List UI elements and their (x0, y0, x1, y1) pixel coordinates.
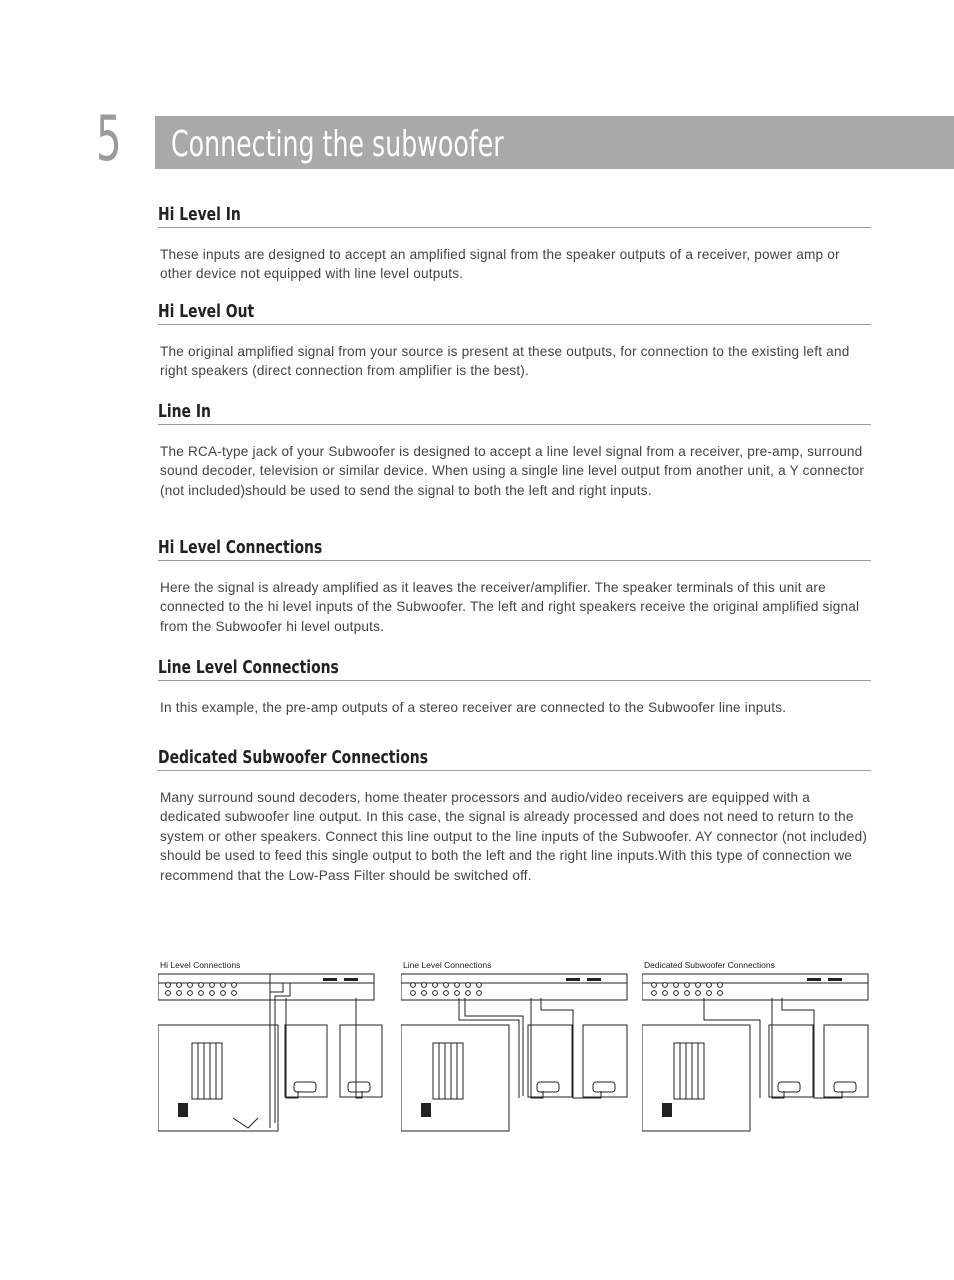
section-heading: Dedicated Subwoofer Connections (158, 747, 871, 771)
section-hi-level-out (158, 301, 871, 381)
section-body: Many surround sound decoders, home theater processors and audio/video receivers are equipped with a dedicated subwoofer line output. In this case, the signal is already processed and does not need to return to the system or other speakers. Connect this line output to the line inputs of the Subwoofer. AY connector (not included) should be used to feed this single output to both the left and the right line inputs.With this type of connection we recommend that the Low-Pass Filter should be switched off. (160, 790, 868, 883)
line-level-wiring-diagram (401, 958, 631, 1138)
section-body: The RCA-type jack of your Subwoofer is designed to accept a line level signal from a receiver, pre-amp, surround sound decoder, television or similar device. When using a single line level output from another unit, a Y connector (not included)should be used to send the signal to both the left and right inputs. (160, 444, 865, 498)
chapter-number: 5 (96, 102, 122, 175)
section-hi-level-connections (158, 537, 871, 636)
section-heading: Hi Level In (158, 204, 871, 228)
diagram-label: Hi Level Connections (160, 960, 241, 970)
diagram-line-level (401, 958, 631, 1138)
chapter-title-bar (155, 116, 954, 169)
section-body: The original amplified signal from your source is present at these outputs, for connection to the existing left and right speakers (direct connection from amplifier is the best). (160, 344, 850, 379)
section-body: Here the signal is already amplified as it leaves the receiver/amplifier. The speaker terminals of this unit are connected to the hi level inputs of the Subwoofer. The left and right speakers receive the original amplified signal from the Subwoofer hi level outputs. (160, 580, 860, 634)
section-heading: Hi Level Connections (158, 537, 871, 561)
diagram-hi-level (158, 958, 388, 1138)
hi-level-wiring-diagram (158, 958, 388, 1138)
section-heading: Line In (158, 401, 871, 425)
diagram-label: Dedicated Subwoofer Connections (644, 960, 775, 970)
section-heading: Hi Level Out (158, 301, 871, 325)
section-line-level-connections (158, 657, 871, 717)
section-line-in (158, 401, 871, 500)
section-body: These inputs are designed to accept an amplified signal from the speaker outputs of a receiver, power amp or other device not equipped with line level outputs. (160, 247, 840, 282)
section-hi-level-in (158, 204, 871, 284)
section-heading: Line Level Connections (158, 657, 871, 681)
diagram-label: Line Level Connections (403, 960, 492, 970)
diagram-dedicated-subwoofer (642, 958, 872, 1138)
chapter-title: Connecting the subwoofer (171, 124, 504, 165)
section-dedicated-subwoofer-connections (158, 747, 871, 885)
section-body: In this example, the pre-amp outputs of a stereo receiver are connected to the Subwoofer line inputs. (160, 700, 787, 715)
dedicated-subwoofer-wiring-diagram (642, 958, 872, 1138)
